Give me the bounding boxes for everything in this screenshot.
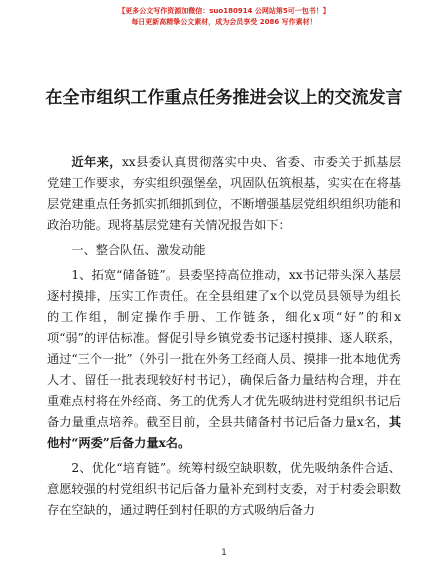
banner-line-2: 每日更新高精挚公文素材，成为会员享受 2086 写作素材！ (131, 18, 317, 26)
banner-line-1: 【更多公文写作资源加微信：suo180914 公网站第5可一包书！】 (118, 7, 330, 15)
paragraph-reserve-chain-text: 1、拓宽“储备链”。县委坚持高位推动，xx书记带头深入基层逐村摸排，压实工作责任。在全县组建了x个以党员县领导为组长的工作组，制定操作手册、工作链条，细化x项“好”的和x项“弱”的评估标准。督促引导乡镇党委书记逐村摸排、逐人联系，通过“三个一批”（外引一批在外务工经商人员、摸排一批本地优秀人才、留任一批表现较好村书记），确保后备力量结构合理，并在重难点村将在外经商、务工的优秀人才优先吸纳进村党组织书记后备力量重点培养。截至目前，全县共储备村书记后备力量x名， (47, 268, 401, 429)
document-title: 在全市组织工作重点任务推进会议上的交流发言 (45, 88, 403, 108)
paragraph-cultivation-chain: 2、优化“培育链”。统筹村级空缺职数，优先吸纳条件合适、意愿较强的村党组织书记后备力量补充到村支委，对于村委会职数存在空缺的，通过聘任到村任职的方式吸纳后备力 (47, 461, 401, 517)
intro-lead: 近年来， (71, 155, 122, 169)
paragraph-reserve-chain (47, 265, 401, 454)
intro-paragraph (47, 152, 401, 236)
paragraph-reserve-chain-bold: 其他村“两委”后备力量x名。 (47, 415, 401, 450)
intro-text: xx县委认真贯彻落实中央、省委、市委关于抓基层党建工作要求，夯实组织强堡垒，巩固队伍筑根基，实实在在将基层党建重点任务抓实抓细抓到位，不断增强基层党组织组织功能和政治功能。现将基层党建有关情况报告如下： (47, 155, 402, 232)
document-body (47, 152, 401, 521)
promo-banner (0, 6, 448, 28)
page-number: 1 (221, 548, 227, 558)
section-heading-1: 一、整合队伍、激发动能 (71, 243, 206, 257)
